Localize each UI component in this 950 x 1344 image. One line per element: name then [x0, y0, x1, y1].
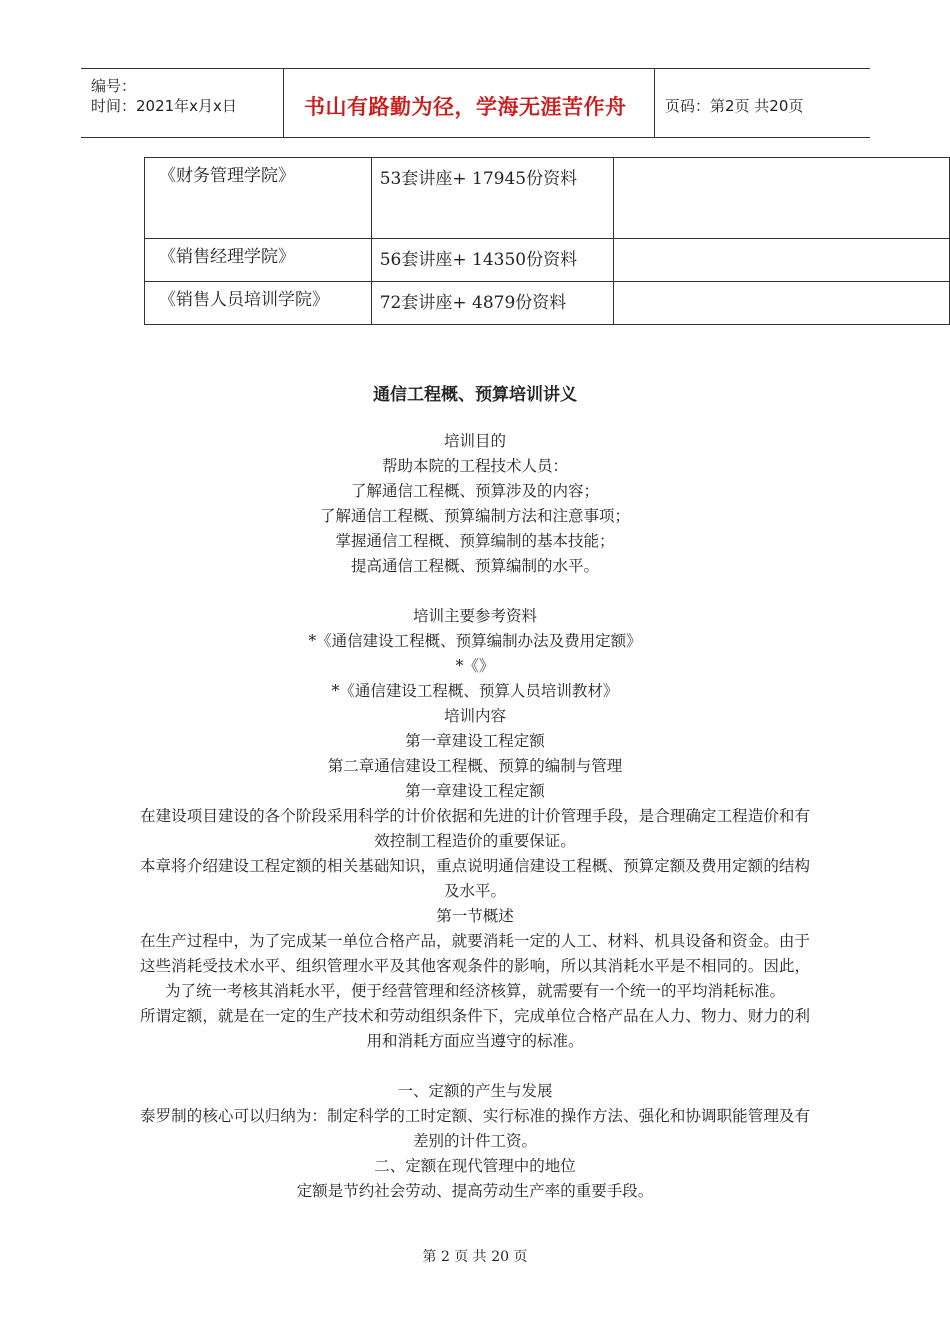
- paragraph: 了解通信工程概、预算涉及的内容；: [350, 482, 599, 500]
- section-heading: 培训内容: [443, 707, 506, 725]
- section-heading: 一、定额的产生与发展: [397, 1082, 553, 1100]
- header-meta: [81, 69, 283, 137]
- paragraph: 提高通信工程概、预算编制的水平。: [350, 557, 599, 575]
- table-row: [145, 158, 950, 239]
- table-cell-note: [614, 239, 950, 282]
- section-heading: 培训目的: [443, 432, 506, 450]
- reference-item: *《通信建设工程概、预算人员培训教材》: [331, 682, 619, 700]
- reference-item: *《》: [455, 657, 495, 675]
- section-heading: 二、定额在现代管理中的地位: [374, 1157, 576, 1175]
- header-page-number: 页码：第2页 共20页: [665, 97, 804, 115]
- paragraph: 泰罗制的核心可以归纳为：制定科学的工时定额、实行标准的操作方法、强化和协调职能管理及有差别的计件工资。: [140, 1107, 810, 1150]
- table-cell-content: 56套讲座+ 14350份资料: [371, 239, 614, 282]
- paragraph: 在建设项目建设的各个阶段采用科学的计价依据和先进的计价管理手段，是合理确定工程造价和有效控制工程造价的重要保证。: [140, 807, 810, 850]
- document-number-label: 编号：: [91, 77, 137, 95]
- table-cell-note: [614, 158, 950, 239]
- header-motto: 书山有路勤为径，学海无涯苦作舟: [304, 95, 627, 119]
- paragraph: 本章将介绍建设工程定额的相关基础知识，重点说明通信建设工程概、预算定额及费用定额的结构及水平。: [140, 857, 810, 900]
- table-cell-content: 53套讲座+ 17945份资料: [371, 158, 614, 239]
- resource-table: [144, 157, 950, 325]
- page-header: [81, 68, 870, 138]
- spacer: [140, 1054, 810, 1079]
- header-page-cell: [655, 69, 870, 137]
- paragraph: 掌握通信工程概、预算编制的基本技能；: [335, 532, 615, 550]
- document-title: 通信工程概、预算培训讲义: [373, 385, 577, 405]
- table-cell-name: 《财务管理学院》: [145, 158, 372, 239]
- chapter-heading: 第一章建设工程定额: [405, 782, 545, 800]
- section-heading: 第一节概述: [436, 907, 514, 925]
- chapter-item: 第一章建设工程定额: [405, 732, 545, 750]
- paragraph: 定额是节约社会劳动、提高劳动生产率的重要手段。: [296, 1182, 654, 1200]
- table-row: [145, 282, 950, 325]
- header-motto-cell: [283, 69, 655, 137]
- page-footer: 第 2 页 共 20 页: [422, 1249, 528, 1265]
- table-cell-note: [614, 282, 950, 325]
- table-cell-name: 《销售人员培训学院》: [145, 282, 372, 325]
- paragraph: 所谓定额，就是在一定的生产技术和劳动组织条件下，完成单位合格产品在人力、物力、财力的利用和消耗方面应当遵守的标准。: [140, 1007, 810, 1050]
- table-row: [145, 239, 950, 282]
- spacer: [140, 579, 810, 604]
- reference-item: *《通信建设工程概、预算编制办法及费用定额》: [308, 632, 642, 650]
- table-cell-content: 72套讲座+ 4879份资料: [371, 282, 614, 325]
- paragraph: 了解通信工程概、预算编制方法和注意事项；: [319, 507, 630, 525]
- chapter-item: 第二章通信建设工程概、预算的编制与管理: [327, 757, 623, 775]
- document-body: [140, 383, 810, 1204]
- paragraph: 在生产过程中，为了完成某一单位合格产品，就要消耗一定的人工、材料、机具设备和资金。由于这些消耗受技术水平、组织管理水平及其他客观条件的影响，所以其消耗水平是不相同的。因此，为了统一考核其消耗水平，便于经营管理和经济核算，就需要有一个统一的平均消耗标准。: [140, 932, 810, 1000]
- document-date-label: 时间：2021年x月x日: [91, 97, 237, 115]
- section-heading: 培训主要参考资料: [412, 607, 537, 625]
- paragraph: 帮助本院的工程技术人员：: [381, 457, 568, 475]
- table-cell-name: 《销售经理学院》: [145, 239, 372, 282]
